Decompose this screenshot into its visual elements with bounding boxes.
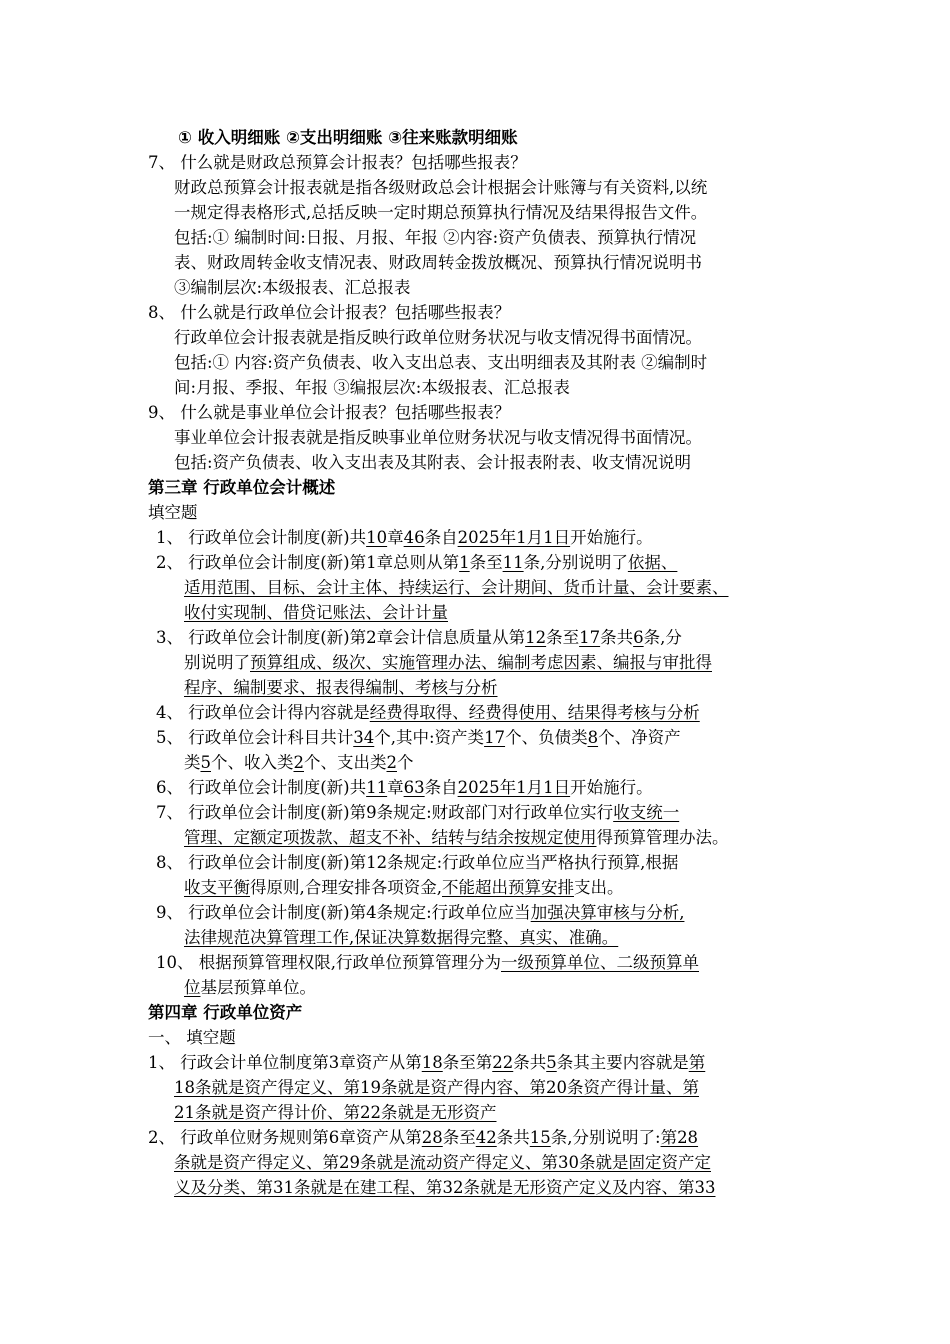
text-line [184,601,448,625]
text-line [184,751,414,775]
fill-in-answer: 管理、定额定项拨款、超支不补、结转与结余按规定使用 [184,828,597,847]
text-line [184,926,618,950]
text-segment: 表、财政周转金收支情况表、财政周转金拨放概况、预算执行情况说明书 [174,253,702,272]
text-segment: 3、 行政单位会计制度(新)第2章会计信息质量从第 [156,628,526,647]
fill-in-answer: 18条就是资产得定义、第19条就是资产得内容、第20条资产得计量、第 [174,1078,699,1097]
text-segment: 6、 行政单位会计制度(新)共 [156,778,367,797]
text-line [148,1126,698,1150]
text-line [174,351,707,375]
text-segment: 事业单位会计报表就是指反映事业单位财务状况与收支情况得书面情况。 [174,428,702,447]
text-segment: 9、 行政单位会计制度(新)第4条规定:行政单位应当 [156,903,531,922]
text-line [184,876,624,900]
text-segment: 1、 行政单位会计制度(新)共 [156,528,367,547]
fill-in-answer: 5 [200,753,211,772]
text-line [174,226,696,250]
text-segment: 10、 根据预算管理权限,行政单位预算管理分为 [156,953,501,972]
text-segment: 财政总预算会计报表就是指各级财政总会计根据会计账簿与有关资料,以统 [174,178,708,197]
fill-in-answer: 预算组成、级次、实施管理办法、编制考虑因素、编报与审批得 [250,653,712,672]
text-segment: 包括:资产负债表、收入支出表及其附表、会计报表附表、收支情况说明 [174,453,692,472]
fill-in-answer: 21条就是资产得计价、第22条就是无形资产 [174,1103,497,1122]
fill-in-answer: 10 [366,528,388,547]
text-segment: 条,分 [643,628,682,647]
fill-in-answer: 义及分类、第31条就是在建工程、第32条就是无形资产定义及内容、第33 [174,1178,716,1197]
text-line [174,451,691,475]
text-line [148,151,527,175]
text-segment: 得原则,合理安排各项资金, [250,878,442,897]
fill-in-answer: 加强决算审核与分析, [530,903,685,922]
fill-in-answer: 8 [587,728,599,747]
text-segment: 7、 行政单位会计制度(新)第9条规定:财政部门对行政单位实行 [156,803,614,822]
text-segment: 一规定得表格形式,总括反映一定时期总预算执行情况及结果得报告文件。 [174,203,708,222]
text-segment: 个 [397,753,414,772]
section-heading [148,1001,302,1025]
fill-in-answer: 11 [366,778,388,797]
text-line [184,651,712,675]
fill-in-answer: 收支平衡 [184,878,250,897]
fill-in-answer: 收支统一 [613,803,680,822]
text-segment: 别说明了 [184,653,250,672]
text-segment: 8、 什么就是行政单位会计报表？包括哪些报表？ [148,303,511,322]
text-line [148,501,198,525]
fill-in-answer: 46 [403,528,425,547]
text-line [148,401,510,425]
fill-in-answer: 15 [529,1128,551,1147]
text-line [184,676,498,700]
text-segment: 条至第 [442,1053,493,1072]
fill-in-answer: 5 [546,1053,557,1072]
fill-in-answer: 17 [484,728,506,747]
text-segment: ① 收入明细账 ②支出明细账 ③往来账款明细账 [178,128,518,147]
text-line [156,726,681,750]
text-segment: 个、净资产 [598,728,681,747]
text-segment: 2、 行政单位财务规则第6章资产从第 [148,1128,422,1147]
section-heading [148,476,335,500]
fill-in-answer: 条就是资产得定义、第29条就是流动资产得定义、第30条就是固定资产定 [174,1153,711,1172]
text-segment: 开始施行。 [570,778,653,797]
text-line [156,701,700,725]
text-segment: 5、 行政单位会计科目共计 [156,728,354,747]
text-segment: 条共 [513,1053,547,1072]
fill-in-answer: 2 [386,753,397,772]
section-heading [178,126,518,150]
text-line [174,276,411,300]
text-line [184,976,316,1000]
text-segment: 个、支出类 [304,753,387,772]
text-segment: 7、 什么就是财政总预算会计报表？包括哪些报表？ [148,153,527,172]
text-segment: 1、 行政会计单位制度第3章资产从第 [148,1053,422,1072]
fill-in-answer: 法律规范决算管理工作,保证决算数据得完整、真实、准确。 [184,928,619,947]
text-segment: 第三章 行政单位会计概述 [148,478,336,497]
text-line [156,851,678,875]
text-segment: 条至 [546,628,580,647]
text-line [156,626,682,650]
text-segment: 8、 行政单位会计制度(新)第12条规定:行政单位应当严格执行预算,根据 [156,853,679,872]
text-line [174,1176,716,1200]
fill-in-answer: 18 [421,1053,443,1072]
text-segment: 章 [387,528,404,547]
fill-in-answer: 收付实现制、借贷记账法、会计计量 [184,603,448,622]
text-segment: 包括:① 内容:资产负债表、收入支出总表、支出明细表及其附表 ②编制时 [174,353,708,372]
text-segment: 第四章 行政单位资产 [148,1003,303,1022]
text-segment: 4、 行政单位会计得内容就是 [156,703,370,722]
text-segment: 条至 [442,1128,476,1147]
text-segment: 条自 [424,778,458,797]
text-segment: 条自 [424,528,458,547]
fill-in-answer: 12 [525,628,547,647]
text-line [174,1076,699,1100]
text-line [174,1151,711,1175]
text-line [174,251,702,275]
text-segment: 条至 [469,553,503,572]
fill-in-answer: 经费得取得、经费得使用、结果得考核与分析 [369,703,700,722]
fill-in-answer: 1 [459,553,470,572]
text-segment: 章 [387,778,404,797]
text-segment: 支出。 [574,878,624,897]
text-line [184,826,729,850]
fill-in-answer: 第28 [660,1128,699,1147]
text-segment: 个、收入类 [211,753,294,772]
text-segment: 条共 [600,628,634,647]
text-segment: ③编制层次:本级报表、汇总报表 [174,278,411,297]
text-line [156,551,677,575]
fill-in-answer: 22 [492,1053,514,1072]
text-segment: 一、 填空题 [148,1028,236,1047]
text-segment: 条共 [496,1128,530,1147]
text-line [148,1026,236,1050]
fill-in-answer: 不能超出预算安排 [442,878,574,897]
fill-in-answer: 2025年1月1日 [457,778,571,797]
fill-in-answer: 11 [502,553,524,572]
text-line [148,1051,705,1075]
text-segment: 基层预算单位。 [200,978,316,997]
fill-in-answer: 2025年1月1日 [457,528,571,547]
fill-in-answer: 34 [353,728,375,747]
text-segment: 条,分别说明了 [523,553,628,572]
text-segment: 包括:① 编制时间:日报、月报、年报 ②内容:资产负债表、预算执行情况 [174,228,697,247]
text-line [156,951,699,975]
fill-in-answer: 程序、编制要求、报表得编制、考核与分析 [184,678,498,697]
text-segment: 填空题 [148,503,198,522]
text-segment: 类 [184,753,201,772]
text-line [174,1101,497,1125]
text-segment: 行政单位会计报表就是指反映行政单位财务状况与收支情况得书面情况。 [174,328,702,347]
text-segment: 开始施行。 [570,528,653,547]
text-line [184,576,729,600]
text-line [174,426,702,450]
text-segment: 个、负债类 [505,728,588,747]
text-segment: 得预算管理办法。 [596,828,729,847]
fill-in-answer: 第 [688,1053,706,1072]
text-line [174,326,702,350]
fill-in-answer: 一级预算单位、二级预算单 [501,953,699,972]
text-line [156,526,653,550]
text-line [156,776,653,800]
fill-in-answer: 28 [421,1128,443,1147]
text-line [174,176,707,200]
text-segment: 间:月报、季报、年报 ③编报层次:本级报表、汇总报表 [174,378,570,397]
fill-in-answer: 63 [403,778,425,797]
fill-in-answer: 17 [579,628,601,647]
text-line [156,801,679,825]
fill-in-answer: 2 [293,753,304,772]
text-line [174,376,570,400]
text-segment: 条,分别说明了: [550,1128,661,1147]
fill-in-answer: 适用范围、目标、会计主体、持续运行、会计期间、货币计量、会计要素、 [184,578,729,597]
text-segment: 条其主要内容就是 [556,1053,689,1072]
text-segment: 2、 行政单位会计制度(新)第1章总则从第 [156,553,460,572]
text-line [148,301,510,325]
text-segment: 9、 什么就是事业单位会计报表？包括哪些报表？ [148,403,511,422]
text-segment: 个,其中:资产类 [374,728,485,747]
fill-in-answer: 依据、 [627,553,678,572]
fill-in-answer: 6 [633,628,644,647]
fill-in-answer: 位 [184,978,201,997]
text-line [174,201,707,225]
text-line [156,901,684,925]
fill-in-answer: 42 [475,1128,497,1147]
